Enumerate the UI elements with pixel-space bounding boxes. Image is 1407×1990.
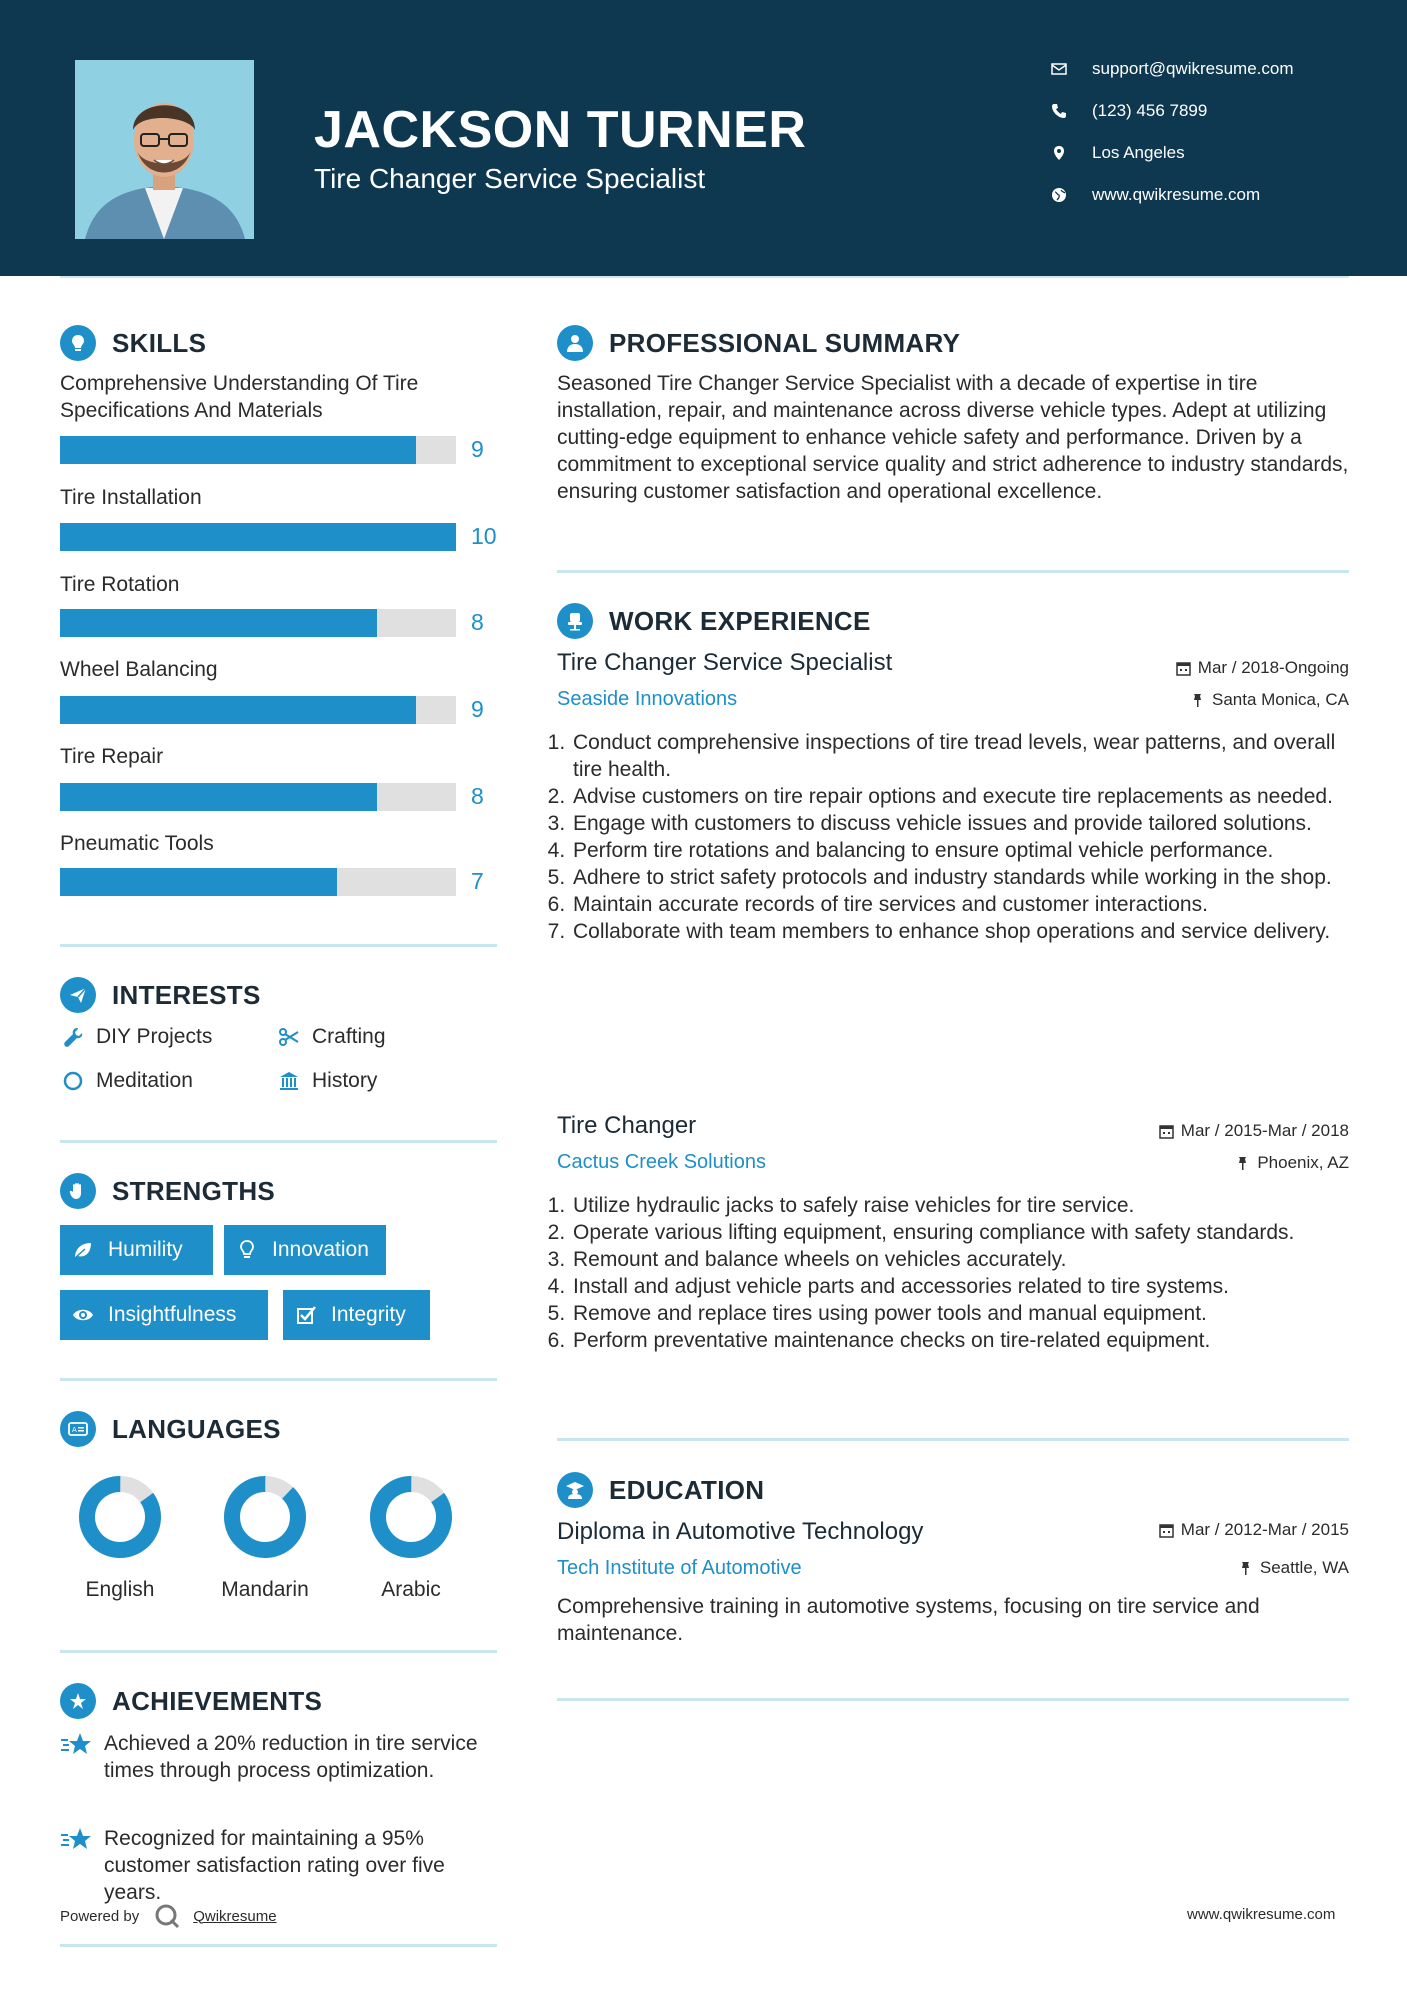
skill-label: Wheel Balancing	[60, 658, 218, 681]
hand-icon	[60, 1173, 96, 1209]
strength-label: Integrity	[331, 1303, 406, 1326]
office-chair-icon	[557, 603, 593, 639]
contact-phone-text: (123) 456 7899	[1092, 101, 1208, 120]
language-ring-fill	[369, 1475, 453, 1559]
duty-item: 3. Remount and balance wheels on vehicles accurately.	[571, 1246, 1353, 1273]
contact-website-text: www.qwikresume.com	[1092, 185, 1261, 204]
achievement-text: Recognized for maintaining a 95% customer satisfaction rating over five years.	[104, 1827, 445, 1904]
interests-heading	[60, 977, 261, 1013]
svg-text:A: A	[72, 1426, 77, 1434]
pushpin-icon	[1238, 1561, 1253, 1576]
job-dates	[1176, 658, 1349, 678]
interest-label: Meditation	[96, 1069, 193, 1092]
job-location-text: Santa Monica, CA	[1211, 690, 1349, 709]
calendar-icon	[1159, 1523, 1174, 1538]
interest-label: DIY Projects	[96, 1025, 213, 1048]
eye-icon	[70, 1302, 96, 1328]
globe-icon	[1050, 186, 1068, 204]
interest-label: Crafting	[312, 1025, 386, 1048]
skill-bar-fill	[60, 696, 416, 724]
skill-label: Tire Installation	[60, 486, 202, 509]
map-pin-icon	[1050, 144, 1068, 162]
contact-location	[1050, 139, 1185, 167]
skill-score: 8	[471, 609, 484, 635]
language-ring-mandarin	[223, 1475, 307, 1559]
skill-bar	[60, 696, 456, 724]
strength-chip	[224, 1225, 386, 1275]
skill-bar-fill	[60, 609, 377, 637]
section-divider	[557, 570, 1349, 573]
experience-title: WORK EXPERIENCE	[609, 605, 871, 636]
achievements-title: ACHIEVEMENTS	[112, 1685, 323, 1716]
scissors-icon	[276, 1024, 302, 1050]
skill-score: 9	[471, 436, 484, 462]
interest-item	[276, 1023, 386, 1051]
interest-item	[276, 1067, 377, 1095]
strength-chip	[283, 1290, 430, 1340]
strengths-heading	[60, 1173, 275, 1209]
language-ring-fill	[223, 1475, 307, 1559]
job-location	[1190, 690, 1349, 710]
skill-bar-fill	[60, 523, 456, 551]
education-description: Comprehensive training in automotive systems, focusing on tire service and maintenance.	[557, 1595, 1260, 1645]
duty-item: 6. Perform preventative maintenance checks on tire-related equipment.	[571, 1327, 1353, 1354]
language-label: English	[85, 1578, 155, 1601]
user-icon	[557, 325, 593, 361]
job-title: Tire Changer	[557, 1112, 697, 1139]
skill-label: Pneumatic Tools	[60, 832, 214, 855]
education-title: EDUCATION	[609, 1474, 765, 1505]
circle-icon	[60, 1068, 86, 1094]
skill-score: 9	[471, 696, 484, 722]
interest-label: History	[312, 1069, 378, 1092]
strength-label: Insightfulness	[108, 1303, 237, 1326]
summary-heading	[557, 325, 960, 361]
footer-url[interactable]: www.qwikresume.com	[1187, 1906, 1336, 1923]
section-divider	[60, 1944, 497, 1947]
job-title: Tire Changer Service Specialist	[557, 649, 893, 676]
job-location-text: Phoenix, AZ	[1257, 1153, 1349, 1172]
wrench-icon	[60, 1024, 86, 1050]
job-location	[1235, 1153, 1349, 1173]
duty-item: 6. Maintain accurate records of tire services and customer interactions.	[571, 891, 1353, 918]
calendar-icon	[1159, 1124, 1174, 1139]
skill-score: 10	[471, 523, 497, 549]
education-location	[1238, 1558, 1349, 1578]
contact-email[interactable]	[1050, 55, 1294, 83]
duty-item: 2. Advise customers on tire repair options and execute tire replacements as needed.	[571, 783, 1353, 810]
section-divider	[557, 1698, 1349, 1701]
language-label: Mandarin	[221, 1578, 309, 1601]
candidate-title: Tire Changer Service Specialist	[314, 163, 706, 194]
strength-label: Humility	[108, 1238, 183, 1261]
check-square-icon	[293, 1302, 319, 1328]
interests-title: INTERESTS	[112, 979, 261, 1010]
achievement-item	[60, 1825, 500, 1906]
school-name: Tech Institute of Automotive	[557, 1557, 802, 1579]
skills-title: SKILLS	[112, 327, 207, 358]
job-dates-text: Mar / 2018-Ongoing	[1197, 658, 1349, 677]
contact-phone[interactable]	[1050, 97, 1207, 125]
duty-item: 7. Collaborate with team members to enhance shop operations and service delivery.	[571, 918, 1353, 945]
skill-bar	[60, 523, 456, 551]
phone-icon	[1050, 102, 1068, 120]
achievement-text: Achieved a 20% reduction in tire service times through process optimization.	[104, 1732, 478, 1782]
section-divider	[60, 944, 497, 947]
skill-bar	[60, 783, 456, 811]
contact-website[interactable]	[1050, 181, 1260, 209]
duty-item: 5. Remove and replace tires using power tools and manual equipment.	[571, 1300, 1353, 1327]
star-icon	[60, 1730, 94, 1760]
experience-heading	[557, 603, 871, 639]
pushpin-icon	[1190, 693, 1205, 708]
interest-item	[60, 1067, 193, 1095]
duty-item: 4. Install and adjust vehicle parts and accessories related to tire systems.	[571, 1273, 1353, 1300]
contact-location-text: Los Angeles	[1092, 143, 1185, 162]
job-dates-text: Mar / 2015-Mar / 2018	[1180, 1121, 1349, 1140]
header-divider	[60, 276, 1349, 278]
profile-photo	[75, 60, 254, 239]
company-name: Seaside Innovations	[557, 688, 738, 710]
skill-label: Comprehensive Understanding Of Tire Specifications And Materials	[60, 372, 419, 422]
skill-label: Tire Repair	[60, 745, 164, 768]
duty-item: 1. Utilize hydraulic jacks to safely raise vehicles for tire service.	[571, 1192, 1353, 1219]
strength-label: Innovation	[272, 1238, 369, 1261]
language-ring-arabic	[369, 1475, 453, 1559]
lightbulb-icon	[234, 1237, 260, 1263]
skill-bar-fill	[60, 436, 416, 464]
language-label: Arabic	[381, 1578, 441, 1601]
graduate-icon	[557, 1472, 593, 1508]
strength-chip	[60, 1290, 268, 1340]
degree-title: Diploma in Automotive Technology	[557, 1518, 924, 1545]
skill-bar-fill	[60, 868, 337, 896]
calendar-icon	[1176, 661, 1191, 676]
lightbulb-icon	[60, 325, 96, 361]
company-name: Cactus Creek Solutions	[557, 1151, 766, 1173]
skill-bar	[60, 868, 456, 896]
duty-item: 1. Conduct comprehensive inspections of tire tread levels, wear patterns, and overall tire health.	[571, 729, 1353, 783]
skill-score: 8	[471, 783, 484, 809]
skill-bar	[60, 609, 456, 637]
star-badge-icon	[60, 1683, 96, 1719]
education-location-text: Seattle, WA	[1259, 1558, 1349, 1577]
education-dates-text: Mar / 2012-Mar / 2015	[1180, 1520, 1349, 1539]
strengths-title: STRENGTHS	[112, 1175, 276, 1206]
contact-email-text: support@qwikresume.com	[1092, 59, 1294, 78]
qwikresume-logo-icon	[153, 1902, 181, 1930]
section-divider	[60, 1650, 497, 1653]
achievement-item	[60, 1730, 500, 1784]
paper-plane-icon	[60, 977, 96, 1013]
language-ring-english	[78, 1475, 162, 1559]
summary-title: PROFESSIONAL SUMMARY	[609, 327, 961, 358]
museum-icon	[276, 1068, 302, 1094]
job-duties	[553, 729, 1353, 945]
candidate-name: JACKSON TURNER	[314, 101, 807, 159]
skill-bar	[60, 436, 456, 464]
powered-by-label: Powered by	[60, 1907, 140, 1925]
summary-text: Seasoned Tire Changer Service Specialist with a decade of expertise in tire installation, repair, and maintenance across diverse vehicle types. Adept at utilizing cutting-edge equipment to enhance vehicle safety and performance. Driven by a commitment to exceptional service quality and strict adherence to industry standards, ensuring customer satisfaction and operational excellence.	[557, 372, 1349, 503]
envelope-icon	[1050, 60, 1068, 78]
education-dates	[1159, 1520, 1349, 1540]
section-divider	[557, 1438, 1349, 1441]
language-card-icon	[60, 1411, 96, 1447]
skills-heading	[60, 325, 206, 361]
duty-item: 4. Perform tire rotations and balancing to ensure optimal vehicle performance.	[571, 837, 1353, 864]
qwikresume-link[interactable]: Qwikresume	[193, 1907, 277, 1925]
job-duties	[553, 1192, 1353, 1354]
section-divider	[60, 1378, 497, 1381]
skill-label: Tire Rotation	[60, 573, 180, 596]
languages-title: LANGUAGES	[112, 1413, 281, 1444]
pushpin-icon	[1235, 1156, 1250, 1171]
skill-bar-fill	[60, 783, 377, 811]
leaf-icon	[70, 1237, 96, 1263]
skill-score: 7	[471, 868, 484, 894]
duty-item: 2. Operate various lifting equipment, ensuring compliance with safety standards.	[571, 1219, 1353, 1246]
duty-item: 5. Adhere to strict safety protocols and industry standards while working in the shop.	[571, 864, 1353, 891]
star-icon	[60, 1825, 94, 1855]
powered-by	[60, 1902, 277, 1930]
language-ring-fill	[78, 1475, 162, 1559]
interest-item	[60, 1023, 212, 1051]
job-dates	[1159, 1121, 1349, 1141]
achievements-heading	[60, 1683, 322, 1719]
education-heading	[557, 1472, 764, 1508]
duty-item: 3. Engage with customers to discuss vehicle issues and provide tailored solutions.	[571, 810, 1353, 837]
section-divider	[60, 1140, 497, 1143]
languages-heading	[60, 1411, 281, 1447]
strength-chip	[60, 1225, 213, 1275]
